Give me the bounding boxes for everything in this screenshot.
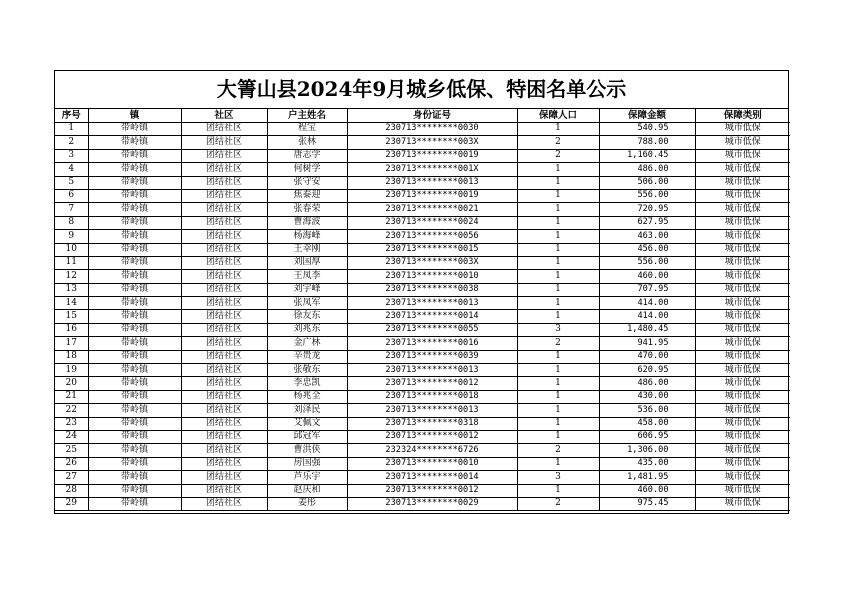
cell-id-number: 230713********0024	[347, 216, 517, 229]
cell-id-number: 230713********0013	[347, 404, 517, 417]
cell-id-number: 230713********0019	[347, 149, 517, 162]
cell-town: 带岭镇	[88, 350, 181, 363]
cell-category: 城市低保	[695, 323, 790, 336]
cell-name: 赵庆和	[267, 484, 347, 497]
cell-town: 带岭镇	[88, 176, 181, 189]
cell-id-number: 230713********003X	[347, 136, 517, 149]
cell-town: 带岭镇	[88, 163, 181, 176]
cell-name: 刘宇峰	[267, 283, 347, 296]
column-header-name: 户主姓名	[267, 109, 347, 123]
table-row	[55, 230, 790, 243]
cell-amount: 414.00	[599, 310, 695, 323]
cell-name: 张守安	[267, 176, 347, 189]
column-header-amount: 保障金额	[599, 109, 695, 123]
cell-people: 1	[517, 364, 599, 377]
cell-seq: 27	[55, 471, 88, 484]
cell-category: 城市低保	[695, 256, 790, 269]
cell-community: 团结社区	[181, 136, 267, 149]
cell-amount: 506.00	[599, 176, 695, 189]
table-row	[55, 297, 790, 310]
data-table	[55, 109, 790, 511]
cell-id-number: 230713********0056	[347, 230, 517, 243]
cell-category: 城市低保	[695, 230, 790, 243]
cell-category: 城市低保	[695, 404, 790, 417]
cell-people: 1	[517, 163, 599, 176]
cell-name: 刘国厚	[267, 256, 347, 269]
table-row	[55, 337, 790, 350]
cell-id-number: 230713********0029	[347, 497, 517, 510]
table-row	[55, 136, 790, 149]
cell-community: 团结社区	[181, 497, 267, 510]
cell-name: 张春荣	[267, 203, 347, 216]
cell-people: 1	[517, 417, 599, 430]
table-row	[55, 189, 790, 202]
cell-people: 1	[517, 297, 599, 310]
cell-seq: 4	[55, 163, 88, 176]
cell-seq: 28	[55, 484, 88, 497]
cell-amount: 1,481.95	[599, 471, 695, 484]
cell-community: 团结社区	[181, 283, 267, 296]
table-row	[55, 444, 790, 457]
cell-seq: 8	[55, 216, 88, 229]
cell-id-number: 230713********0014	[347, 310, 517, 323]
cell-community: 团结社区	[181, 404, 267, 417]
cell-id-number: 232324********6726	[347, 444, 517, 457]
cell-people: 1	[517, 256, 599, 269]
cell-id-number: 230713********0014	[347, 471, 517, 484]
cell-id-number: 230713********0018	[347, 390, 517, 403]
cell-category: 城市低保	[695, 243, 790, 256]
cell-category: 城市低保	[695, 364, 790, 377]
cell-seq: 1	[55, 123, 88, 136]
cell-name: 王幸刚	[267, 243, 347, 256]
table-row	[55, 283, 790, 296]
cell-people: 1	[517, 430, 599, 443]
cell-seq: 10	[55, 243, 88, 256]
cell-id-number: 230713********0013	[347, 364, 517, 377]
cell-town: 带岭镇	[88, 216, 181, 229]
cell-community: 团结社区	[181, 270, 267, 283]
cell-category: 城市低保	[695, 417, 790, 430]
cell-people: 1	[517, 176, 599, 189]
cell-people: 1	[517, 270, 599, 283]
cell-category: 城市低保	[695, 350, 790, 363]
cell-town: 带岭镇	[88, 404, 181, 417]
table-body	[55, 123, 790, 511]
cell-community: 团结社区	[181, 176, 267, 189]
cell-community: 团结社区	[181, 484, 267, 497]
cell-name: 刘泽民	[267, 404, 347, 417]
cell-category: 城市低保	[695, 390, 790, 403]
cell-amount: 556.00	[599, 189, 695, 202]
cell-people: 1	[517, 283, 599, 296]
cell-amount: 460.00	[599, 484, 695, 497]
column-header-category: 保障类别	[695, 109, 790, 123]
cell-town: 带岭镇	[88, 256, 181, 269]
cell-seq: 16	[55, 323, 88, 336]
table-row	[55, 377, 790, 390]
cell-community: 团结社区	[181, 337, 267, 350]
column-header-seq: 序号	[55, 109, 88, 123]
cell-seq: 11	[55, 256, 88, 269]
cell-category: 城市低保	[695, 457, 790, 470]
cell-seq: 23	[55, 417, 88, 430]
table-row	[55, 176, 790, 189]
cell-name: 辛贵龙	[267, 350, 347, 363]
cell-community: 团结社区	[181, 310, 267, 323]
cell-id-number: 230713********0038	[347, 283, 517, 296]
column-header-id-number: 身份证号	[347, 109, 517, 123]
cell-name: 艾佩文	[267, 417, 347, 430]
cell-amount: 620.95	[599, 364, 695, 377]
cell-community: 团结社区	[181, 243, 267, 256]
cell-seq: 17	[55, 337, 88, 350]
cell-people: 1	[517, 350, 599, 363]
cell-seq: 15	[55, 310, 88, 323]
cell-category: 城市低保	[695, 123, 790, 136]
cell-seq: 14	[55, 297, 88, 310]
cell-id-number: 230713********003X	[347, 256, 517, 269]
cell-amount: 463.00	[599, 230, 695, 243]
cell-id-number: 230713********0021	[347, 203, 517, 216]
cell-amount: 707.95	[599, 283, 695, 296]
cell-people: 2	[517, 497, 599, 510]
cell-people: 1	[517, 310, 599, 323]
cell-name: 何树学	[267, 163, 347, 176]
cell-name: 徐友东	[267, 310, 347, 323]
cell-category: 城市低保	[695, 497, 790, 510]
cell-town: 带岭镇	[88, 471, 181, 484]
cell-name: 曹海波	[267, 216, 347, 229]
cell-community: 团结社区	[181, 189, 267, 202]
table-row	[55, 149, 790, 162]
cell-town: 带岭镇	[88, 310, 181, 323]
cell-people: 1	[517, 390, 599, 403]
cell-seq: 12	[55, 270, 88, 283]
cell-category: 城市低保	[695, 203, 790, 216]
cell-name: 芦乐宇	[267, 471, 347, 484]
cell-seq: 22	[55, 404, 88, 417]
cell-community: 团结社区	[181, 323, 267, 336]
cell-name: 金广林	[267, 337, 347, 350]
cell-community: 团结社区	[181, 390, 267, 403]
cell-town: 带岭镇	[88, 390, 181, 403]
cell-amount: 486.00	[599, 163, 695, 176]
cell-community: 团结社区	[181, 457, 267, 470]
cell-category: 城市低保	[695, 176, 790, 189]
cell-name: 张林	[267, 136, 347, 149]
cell-town: 带岭镇	[88, 430, 181, 443]
cell-id-number: 230713********0010	[347, 457, 517, 470]
cell-name: 房国强	[267, 457, 347, 470]
cell-name: 张敬东	[267, 364, 347, 377]
cell-people: 2	[517, 337, 599, 350]
cell-amount: 486.00	[599, 377, 695, 390]
cell-category: 城市低保	[695, 189, 790, 202]
cell-amount: 788.00	[599, 136, 695, 149]
cell-town: 带岭镇	[88, 297, 181, 310]
table-row	[55, 256, 790, 269]
cell-people: 1	[517, 404, 599, 417]
table-row	[55, 364, 790, 377]
table-row	[55, 417, 790, 430]
cell-amount: 975.45	[599, 497, 695, 510]
cell-amount: 435.00	[599, 457, 695, 470]
cell-town: 带岭镇	[88, 270, 181, 283]
cell-community: 团结社区	[181, 364, 267, 377]
cell-id-number: 230713********0030	[347, 123, 517, 136]
cell-category: 城市低保	[695, 310, 790, 323]
cell-amount: 1,480.45	[599, 323, 695, 336]
cell-name: 姜彤	[267, 497, 347, 510]
cell-community: 团结社区	[181, 230, 267, 243]
column-header-community: 社区	[181, 109, 267, 123]
cell-community: 团结社区	[181, 297, 267, 310]
cell-category: 城市低保	[695, 430, 790, 443]
cell-amount: 941.95	[599, 337, 695, 350]
cell-category: 城市低保	[695, 283, 790, 296]
cell-amount: 470.00	[599, 350, 695, 363]
cell-category: 城市低保	[695, 149, 790, 162]
cell-category: 城市低保	[695, 216, 790, 229]
cell-community: 团结社区	[181, 377, 267, 390]
cell-people: 1	[517, 230, 599, 243]
cell-community: 团结社区	[181, 149, 267, 162]
cell-category: 城市低保	[695, 297, 790, 310]
cell-category: 城市低保	[695, 444, 790, 457]
cell-id-number: 230713********0012	[347, 377, 517, 390]
cell-town: 带岭镇	[88, 230, 181, 243]
cell-id-number: 230713********0039	[347, 350, 517, 363]
cell-id-number: 230713********0016	[347, 337, 517, 350]
column-header-town: 镇	[88, 109, 181, 123]
cell-people: 2	[517, 136, 599, 149]
cell-amount: 456.00	[599, 243, 695, 256]
table-row	[55, 270, 790, 283]
cell-town: 带岭镇	[88, 323, 181, 336]
cell-id-number: 230713********0013	[347, 176, 517, 189]
document-sheet	[54, 70, 789, 514]
cell-name: 杨兆全	[267, 390, 347, 403]
table-row	[55, 390, 790, 403]
cell-name: 李忠凯	[267, 377, 347, 390]
document-title: 大箐山县2024年9月城乡低保、特困名单公示	[55, 71, 788, 109]
cell-category: 城市低保	[695, 270, 790, 283]
cell-name: 刘兆东	[267, 323, 347, 336]
cell-id-number: 230713********0010	[347, 270, 517, 283]
cell-people: 3	[517, 471, 599, 484]
cell-town: 带岭镇	[88, 243, 181, 256]
cell-seq: 18	[55, 350, 88, 363]
cell-amount: 540.95	[599, 123, 695, 136]
table-row	[55, 203, 790, 216]
cell-category: 城市低保	[695, 377, 790, 390]
table-row	[55, 471, 790, 484]
cell-amount: 1,160.45	[599, 149, 695, 162]
cell-id-number: 230713********0013	[347, 297, 517, 310]
cell-town: 带岭镇	[88, 283, 181, 296]
table-row	[55, 497, 790, 510]
cell-amount: 627.95	[599, 216, 695, 229]
cell-people: 2	[517, 149, 599, 162]
cell-community: 团结社区	[181, 417, 267, 430]
table-row	[55, 310, 790, 323]
cell-town: 带岭镇	[88, 189, 181, 202]
cell-town: 带岭镇	[88, 377, 181, 390]
cell-people: 1	[517, 457, 599, 470]
cell-amount: 460.00	[599, 270, 695, 283]
cell-amount: 1,306.00	[599, 444, 695, 457]
cell-people: 1	[517, 189, 599, 202]
cell-seq: 26	[55, 457, 88, 470]
cell-town: 带岭镇	[88, 337, 181, 350]
cell-community: 团结社区	[181, 163, 267, 176]
cell-town: 带岭镇	[88, 444, 181, 457]
cell-town: 带岭镇	[88, 149, 181, 162]
cell-people: 1	[517, 377, 599, 390]
cell-name: 焦泰迎	[267, 189, 347, 202]
table-row	[55, 123, 790, 136]
cell-seq: 24	[55, 430, 88, 443]
cell-town: 带岭镇	[88, 136, 181, 149]
cell-id-number: 230713********0318	[347, 417, 517, 430]
cell-seq: 3	[55, 149, 88, 162]
cell-community: 团结社区	[181, 430, 267, 443]
cell-name: 程宝	[267, 123, 347, 136]
cell-id-number: 230713********0012	[347, 484, 517, 497]
cell-community: 团结社区	[181, 350, 267, 363]
cell-seq: 20	[55, 377, 88, 390]
cell-category: 城市低保	[695, 471, 790, 484]
table-row	[55, 457, 790, 470]
cell-people: 2	[517, 444, 599, 457]
cell-people: 1	[517, 243, 599, 256]
cell-town: 带岭镇	[88, 497, 181, 510]
cell-community: 团结社区	[181, 123, 267, 136]
table-row	[55, 484, 790, 497]
cell-community: 团结社区	[181, 216, 267, 229]
cell-community: 团结社区	[181, 444, 267, 457]
cell-town: 带岭镇	[88, 484, 181, 497]
cell-seq: 25	[55, 444, 88, 457]
table-row	[55, 243, 790, 256]
cell-amount: 606.95	[599, 430, 695, 443]
table-row	[55, 323, 790, 336]
table-header-row	[55, 109, 790, 123]
cell-name: 邱冠军	[267, 430, 347, 443]
cell-seq: 21	[55, 390, 88, 403]
table-row	[55, 430, 790, 443]
cell-community: 团结社区	[181, 256, 267, 269]
cell-amount: 430.00	[599, 390, 695, 403]
cell-seq: 19	[55, 364, 88, 377]
cell-amount: 556.00	[599, 256, 695, 269]
cell-category: 城市低保	[695, 337, 790, 350]
cell-amount: 458.00	[599, 417, 695, 430]
cell-community: 团结社区	[181, 471, 267, 484]
cell-name: 杨海峰	[267, 230, 347, 243]
cell-people: 1	[517, 216, 599, 229]
cell-amount: 720.95	[599, 203, 695, 216]
cell-town: 带岭镇	[88, 457, 181, 470]
cell-id-number: 230713********0012	[347, 430, 517, 443]
cell-seq: 9	[55, 230, 88, 243]
cell-id-number: 230713********0015	[347, 243, 517, 256]
cell-category: 城市低保	[695, 163, 790, 176]
cell-seq: 5	[55, 176, 88, 189]
cell-id-number: 230713********0019	[347, 189, 517, 202]
table-row	[55, 163, 790, 176]
cell-name: 张凤军	[267, 297, 347, 310]
table-row	[55, 350, 790, 363]
table-row	[55, 404, 790, 417]
cell-seq: 6	[55, 189, 88, 202]
cell-people: 1	[517, 123, 599, 136]
cell-amount: 536.00	[599, 404, 695, 417]
cell-id-number: 230713********001X	[347, 163, 517, 176]
cell-category: 城市低保	[695, 136, 790, 149]
cell-amount: 414.00	[599, 297, 695, 310]
cell-name: 曹洪侠	[267, 444, 347, 457]
cell-town: 带岭镇	[88, 417, 181, 430]
cell-seq: 13	[55, 283, 88, 296]
cell-name: 王凤李	[267, 270, 347, 283]
cell-town: 带岭镇	[88, 123, 181, 136]
cell-community: 团结社区	[181, 203, 267, 216]
column-header-people: 保障人口	[517, 109, 599, 123]
cell-town: 带岭镇	[88, 364, 181, 377]
cell-town: 带岭镇	[88, 203, 181, 216]
cell-name: 唐志学	[267, 149, 347, 162]
table-row	[55, 216, 790, 229]
cell-people: 1	[517, 203, 599, 216]
cell-category: 城市低保	[695, 484, 790, 497]
cell-people: 1	[517, 484, 599, 497]
cell-seq: 29	[55, 497, 88, 510]
cell-seq: 2	[55, 136, 88, 149]
cell-id-number: 230713********0055	[347, 323, 517, 336]
cell-people: 3	[517, 323, 599, 336]
cell-seq: 7	[55, 203, 88, 216]
